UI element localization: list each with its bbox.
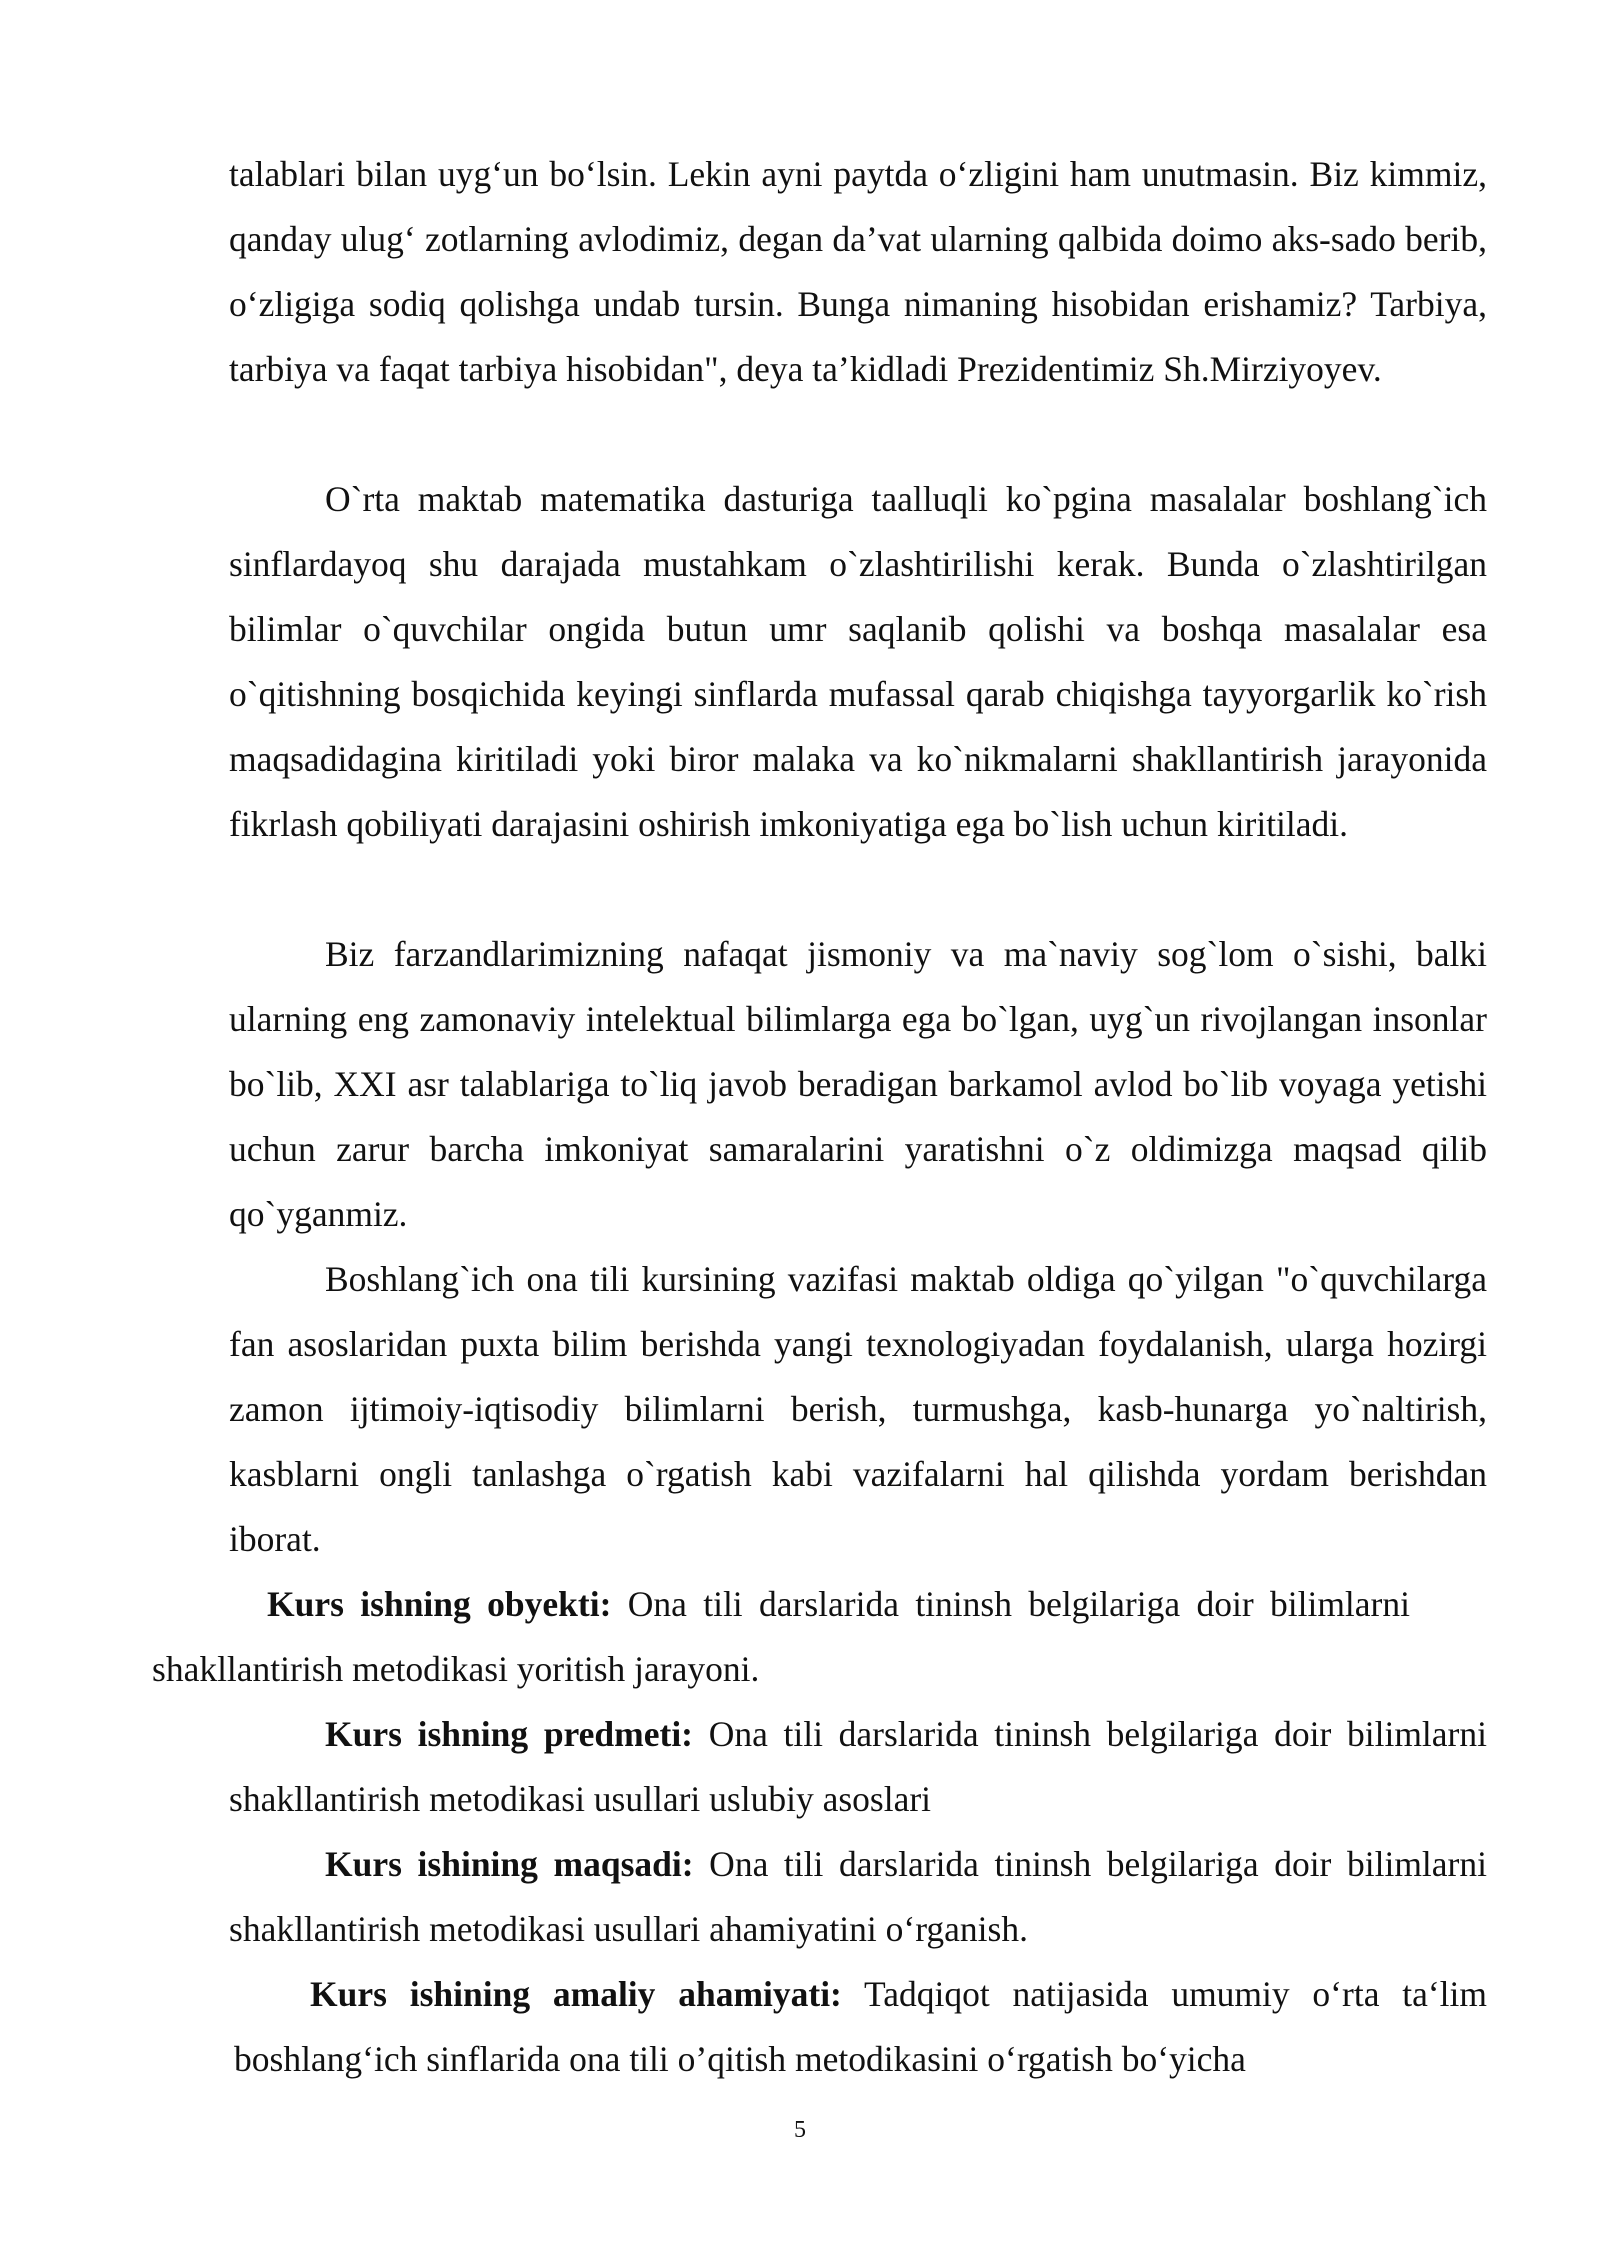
- paragraph-math-program: O`rta maktab matematika dasturiga taalluqli ko`pgina masalalar boshlang`ich sinflardayoq shu darajada mustahkam o`zlashtirilishi kerak. Bunda o`zlashtirilgan bilimlar o`quvchilar ongida butun umr saqlanib qolishi va boshqa masalalar esa o`qitishning bosqichida keyingi sinflarda mufassal qarab chiqishga tayyorgarlik ko`rish maqsadidagina kiritiladi yoki biror malaka va ko`nikmalarni shakllantirish jarayonida fikrlash qobiliyati darajasini oshirish imkoniyatiga ega bo`lish uchun kiritiladi.: [229, 479, 1487, 844]
- section-practical-text: Tadqiqot natijasida umumiy o‘rta ta‘lim boshlang‘ich sinflarida ona tili o’qitish metodikasini o‘rgatish bo‘yicha: [234, 1974, 1488, 2079]
- paragraph-intro: talablari bilan uyg‘un bo‘lsin. Lekin ayni paytda o‘zligini ham unutmasin. Biz kimmiz, qanday ulug‘ zotlarning avlodimiz, degan da’vat ularning qalbida doimo aks-sado berib, o‘zligiga sodiq qolishga undab tursin. Bunga nimaning hisobidan erishamiz? Tarbiya, tarbiya va faqat tarbiya hisobidan", deya ta’kidladi Prezidentimiz Sh.Mirziyoyev.: [229, 154, 1487, 389]
- section-object-label: Kurs ishning obyekti:: [267, 1584, 612, 1624]
- section-practical-label: Kurs ishining amaliy ahamiyati:: [310, 1974, 842, 2014]
- section-object: [152, 1572, 1410, 1702]
- section-goal-text: Ona tili darslarida tininsh belgilariga doir bilimlarni shakllantirish metodikasi usullari ahamiyatini o‘rganish.: [229, 1844, 1487, 1949]
- section-practical: [234, 1962, 1487, 2092]
- section-object-text: Ona tili darslarida tininsh belgilariga doir bilimlarni shakllantirish metodikasi yoritish jarayoni.: [152, 1584, 1410, 1689]
- section-subject-text: Ona tili darslarida tininsh belgilariga doir bilimlarni shakllantirish metodikasi usullari uslubiy asoslari: [229, 1714, 1487, 1819]
- section-goal: [229, 1832, 1487, 1962]
- page-number: 5: [794, 2117, 806, 2143]
- section-goal-label: Kurs ishining maqsadi:: [325, 1844, 694, 1884]
- section-subject: [229, 1702, 1487, 1832]
- paragraph-course-task: Boshlang`ich ona tili kursining vazifasi maktab oldiga qo`yilgan "o`quvchilarga fan asoslaridan puxta bilim berishda yangi texnologiyadan foydalanish, ularga hozirgi zamon ijtimoiy-iqtisodiy bilimlarni berish, turmushga, kasb-hunarga yo`naltirish, kasblarni ongli tanlashga o`rgatish kabi vazifalarni hal qilishda yordam berishdan iborat.: [229, 1259, 1487, 1559]
- paragraph-children-education: Biz farzandlarimizning nafaqat jismoniy va ma`naviy sog`lom o`sishi, balki ularning eng zamonaviy intelektual bilimlarga ega bo`lgan, uyg`un rivojlangan insonlar bo`lib, XXI asr talablariga to`liq javob beradigan barkamol avlod bo`lib voyaga yetishi uchun zarur barcha imkoniyat samaralarini yaratishni o`z oldimizga maqsad qilib qo`yganmiz.: [229, 934, 1487, 1234]
- section-subject-label: Kurs ishning predmeti:: [325, 1714, 694, 1754]
